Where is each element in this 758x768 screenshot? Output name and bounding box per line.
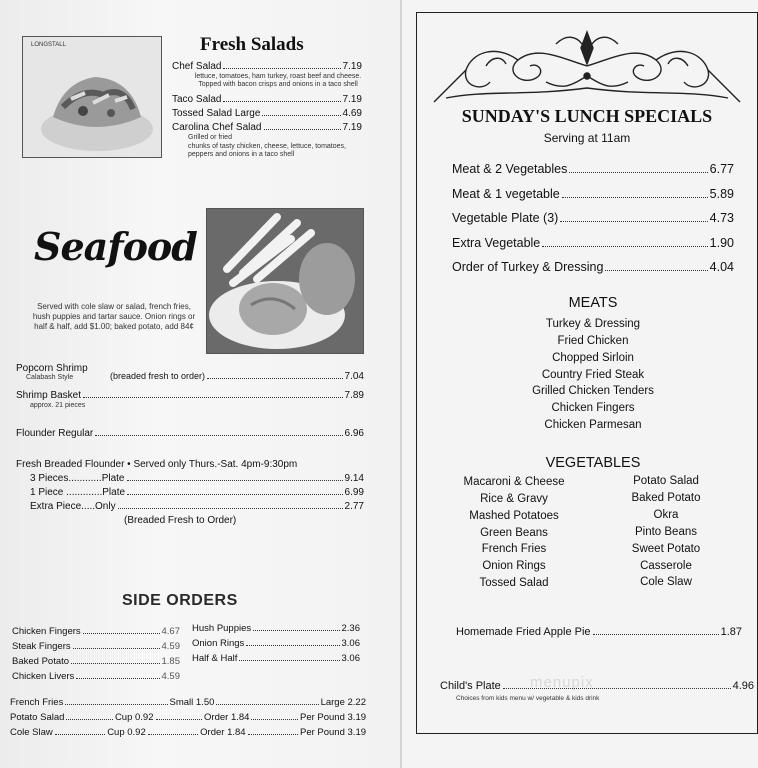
seafood-description: Served with cole slaw or salad, french fries, hush puppies and tartar sauce. Onion rings or half & half, add $1.00; baked potato, add 84¢ bbox=[32, 302, 196, 331]
meat-item: Chopped Sirloin bbox=[552, 352, 634, 364]
vegetable-item: Baked Potato bbox=[631, 492, 701, 504]
vegetable-item: Okra bbox=[653, 509, 679, 521]
seafood-title: Seafood bbox=[34, 224, 197, 269]
menu-item: Flounder Regular 6.96 bbox=[16, 428, 364, 439]
salad-photo bbox=[22, 36, 162, 158]
special-item: Extra Vegetable 1.90 bbox=[452, 236, 734, 250]
vegetable-item: Sweet Potato bbox=[631, 543, 701, 555]
photo-label: LONGSTALL bbox=[31, 42, 66, 48]
childs-plate-item: Child's Plate 4.96 bbox=[440, 680, 754, 692]
vegetable-item: Rice & Gravy bbox=[480, 493, 548, 505]
menu-item: Baked Potato 1.85 bbox=[12, 656, 180, 667]
special-item: Order of Turkey & Dressing 4.04 bbox=[452, 260, 734, 274]
vegetable-item: Cole Slaw bbox=[640, 576, 692, 588]
menu-item-cole-slaw: Cole Slaw Cup 0.92 Order 1.84 Per Pound 3.19 bbox=[10, 727, 367, 738]
seafood-photo bbox=[206, 208, 364, 354]
item-description: chunks of tasty chicken, cheese, lettuce, tomatoes, peppers and onions in a taco shell bbox=[188, 143, 346, 158]
vegetable-item: Green Beans bbox=[480, 527, 548, 539]
menu-item: Carolina Chef Salad 7.19 bbox=[172, 122, 362, 133]
vegetable-item: French Fries bbox=[481, 543, 547, 555]
fresh-flounder-note: (Breaded Fresh to Order) bbox=[124, 515, 237, 526]
popcorn-shrimp-sub: Calabash Style bbox=[26, 374, 74, 381]
vegetable-item: Casserole bbox=[640, 560, 692, 572]
special-item: Vegetable Plate (3) 4.73 bbox=[452, 211, 734, 225]
salad-illustration bbox=[23, 37, 161, 157]
vegetable-item: Pinto Beans bbox=[634, 526, 697, 538]
meat-item: Fried Chicken bbox=[557, 335, 629, 347]
fresh-flounder-title: Fresh Breaded Flounder • Served only Thurs.-Sat. 4pm-9:30pm bbox=[16, 459, 298, 470]
meat-item: Country Fried Steak bbox=[541, 369, 645, 381]
childs-plate-note: Choices from kids menu w/ vegetable & kids drink bbox=[456, 695, 600, 702]
menu-item-french-fries: French Fries Small 1.50 Large 2.22 bbox=[10, 697, 366, 708]
menu-item: Chicken Livers 4.59 bbox=[12, 671, 180, 682]
vegetable-item: Tossed Salad bbox=[479, 577, 549, 589]
serving-time: Serving at 11am bbox=[543, 131, 631, 145]
salads-title: Fresh Salads bbox=[200, 34, 304, 55]
menu-item: Steak Fingers 4.59 bbox=[12, 641, 180, 652]
menu-item: Chef Salad 7.19 bbox=[172, 61, 362, 72]
fried-apple-pie-item: Homemade Fried Apple Pie 1.87 bbox=[456, 626, 742, 638]
special-item: Meat & 2 Vegetables 6.77 bbox=[452, 162, 734, 176]
meat-item: Turkey & Dressing bbox=[545, 318, 641, 330]
item-description: lettuce, tomatoes, ham turkey, roast beef and cheese. Topped with bacon crisps and onions in a taco shell bbox=[194, 73, 362, 88]
menu-item-potato-salad: Potato Salad Cup 0.92 Order 1.84 Per Pound 3.19 bbox=[10, 712, 367, 723]
meat-item: Chicken Fingers bbox=[551, 402, 635, 414]
special-item: Meat & 1 vegetable 5.89 bbox=[452, 187, 734, 201]
lunch-specials-title: SUNDAY'S LUNCH SPECIALS bbox=[461, 106, 713, 126]
menu-item: Shrimp Basket 7.89 bbox=[16, 390, 364, 401]
menu-item: (breaded fresh to order) 7.04 bbox=[110, 371, 364, 382]
menu-item: Tossed Salad Large 4.69 bbox=[172, 108, 362, 119]
right-menu-page bbox=[402, 0, 758, 768]
menu-item: Extra Piece.....Only 2.77 bbox=[30, 501, 364, 512]
menu-item: Taco Salad 7.19 bbox=[172, 94, 362, 105]
menu-item: Chicken Fingers 4.67 bbox=[12, 626, 180, 637]
menu-item: Hush Puppies 2.36 bbox=[192, 623, 360, 634]
item-description: Grilled or fried bbox=[188, 134, 232, 141]
menu-item: Half & Half 3.06 bbox=[192, 653, 360, 664]
meats-title: MEATS bbox=[568, 295, 618, 311]
vegetable-item: Mashed Potatoes bbox=[469, 510, 559, 522]
vegetables-title: VEGETABLES bbox=[545, 455, 641, 471]
vegetable-item: Onion Rings bbox=[482, 560, 546, 572]
meat-item: Grilled Chicken Tenders bbox=[532, 385, 654, 397]
meat-item: Chicken Parmesan bbox=[544, 419, 642, 431]
vegetable-item: Potato Salad bbox=[633, 475, 699, 487]
side-orders-title: SIDE ORDERS bbox=[122, 592, 238, 609]
menu-item: Onion Rings 3.06 bbox=[192, 638, 360, 649]
shrimp-basket-sub: approx. 21 pieces bbox=[30, 402, 86, 409]
watermark: menupix bbox=[530, 674, 594, 691]
menu-item: 1 Piece .............Plate 6.99 bbox=[30, 487, 364, 498]
popcorn-shrimp-name: Popcorn Shrimp bbox=[16, 363, 88, 374]
menu-item: 3 Pieces............Plate 9.14 bbox=[30, 473, 364, 484]
ornament-flourish bbox=[426, 26, 748, 110]
seafood-illustration bbox=[207, 209, 363, 353]
vegetable-item: Macaroni & Cheese bbox=[463, 476, 565, 488]
